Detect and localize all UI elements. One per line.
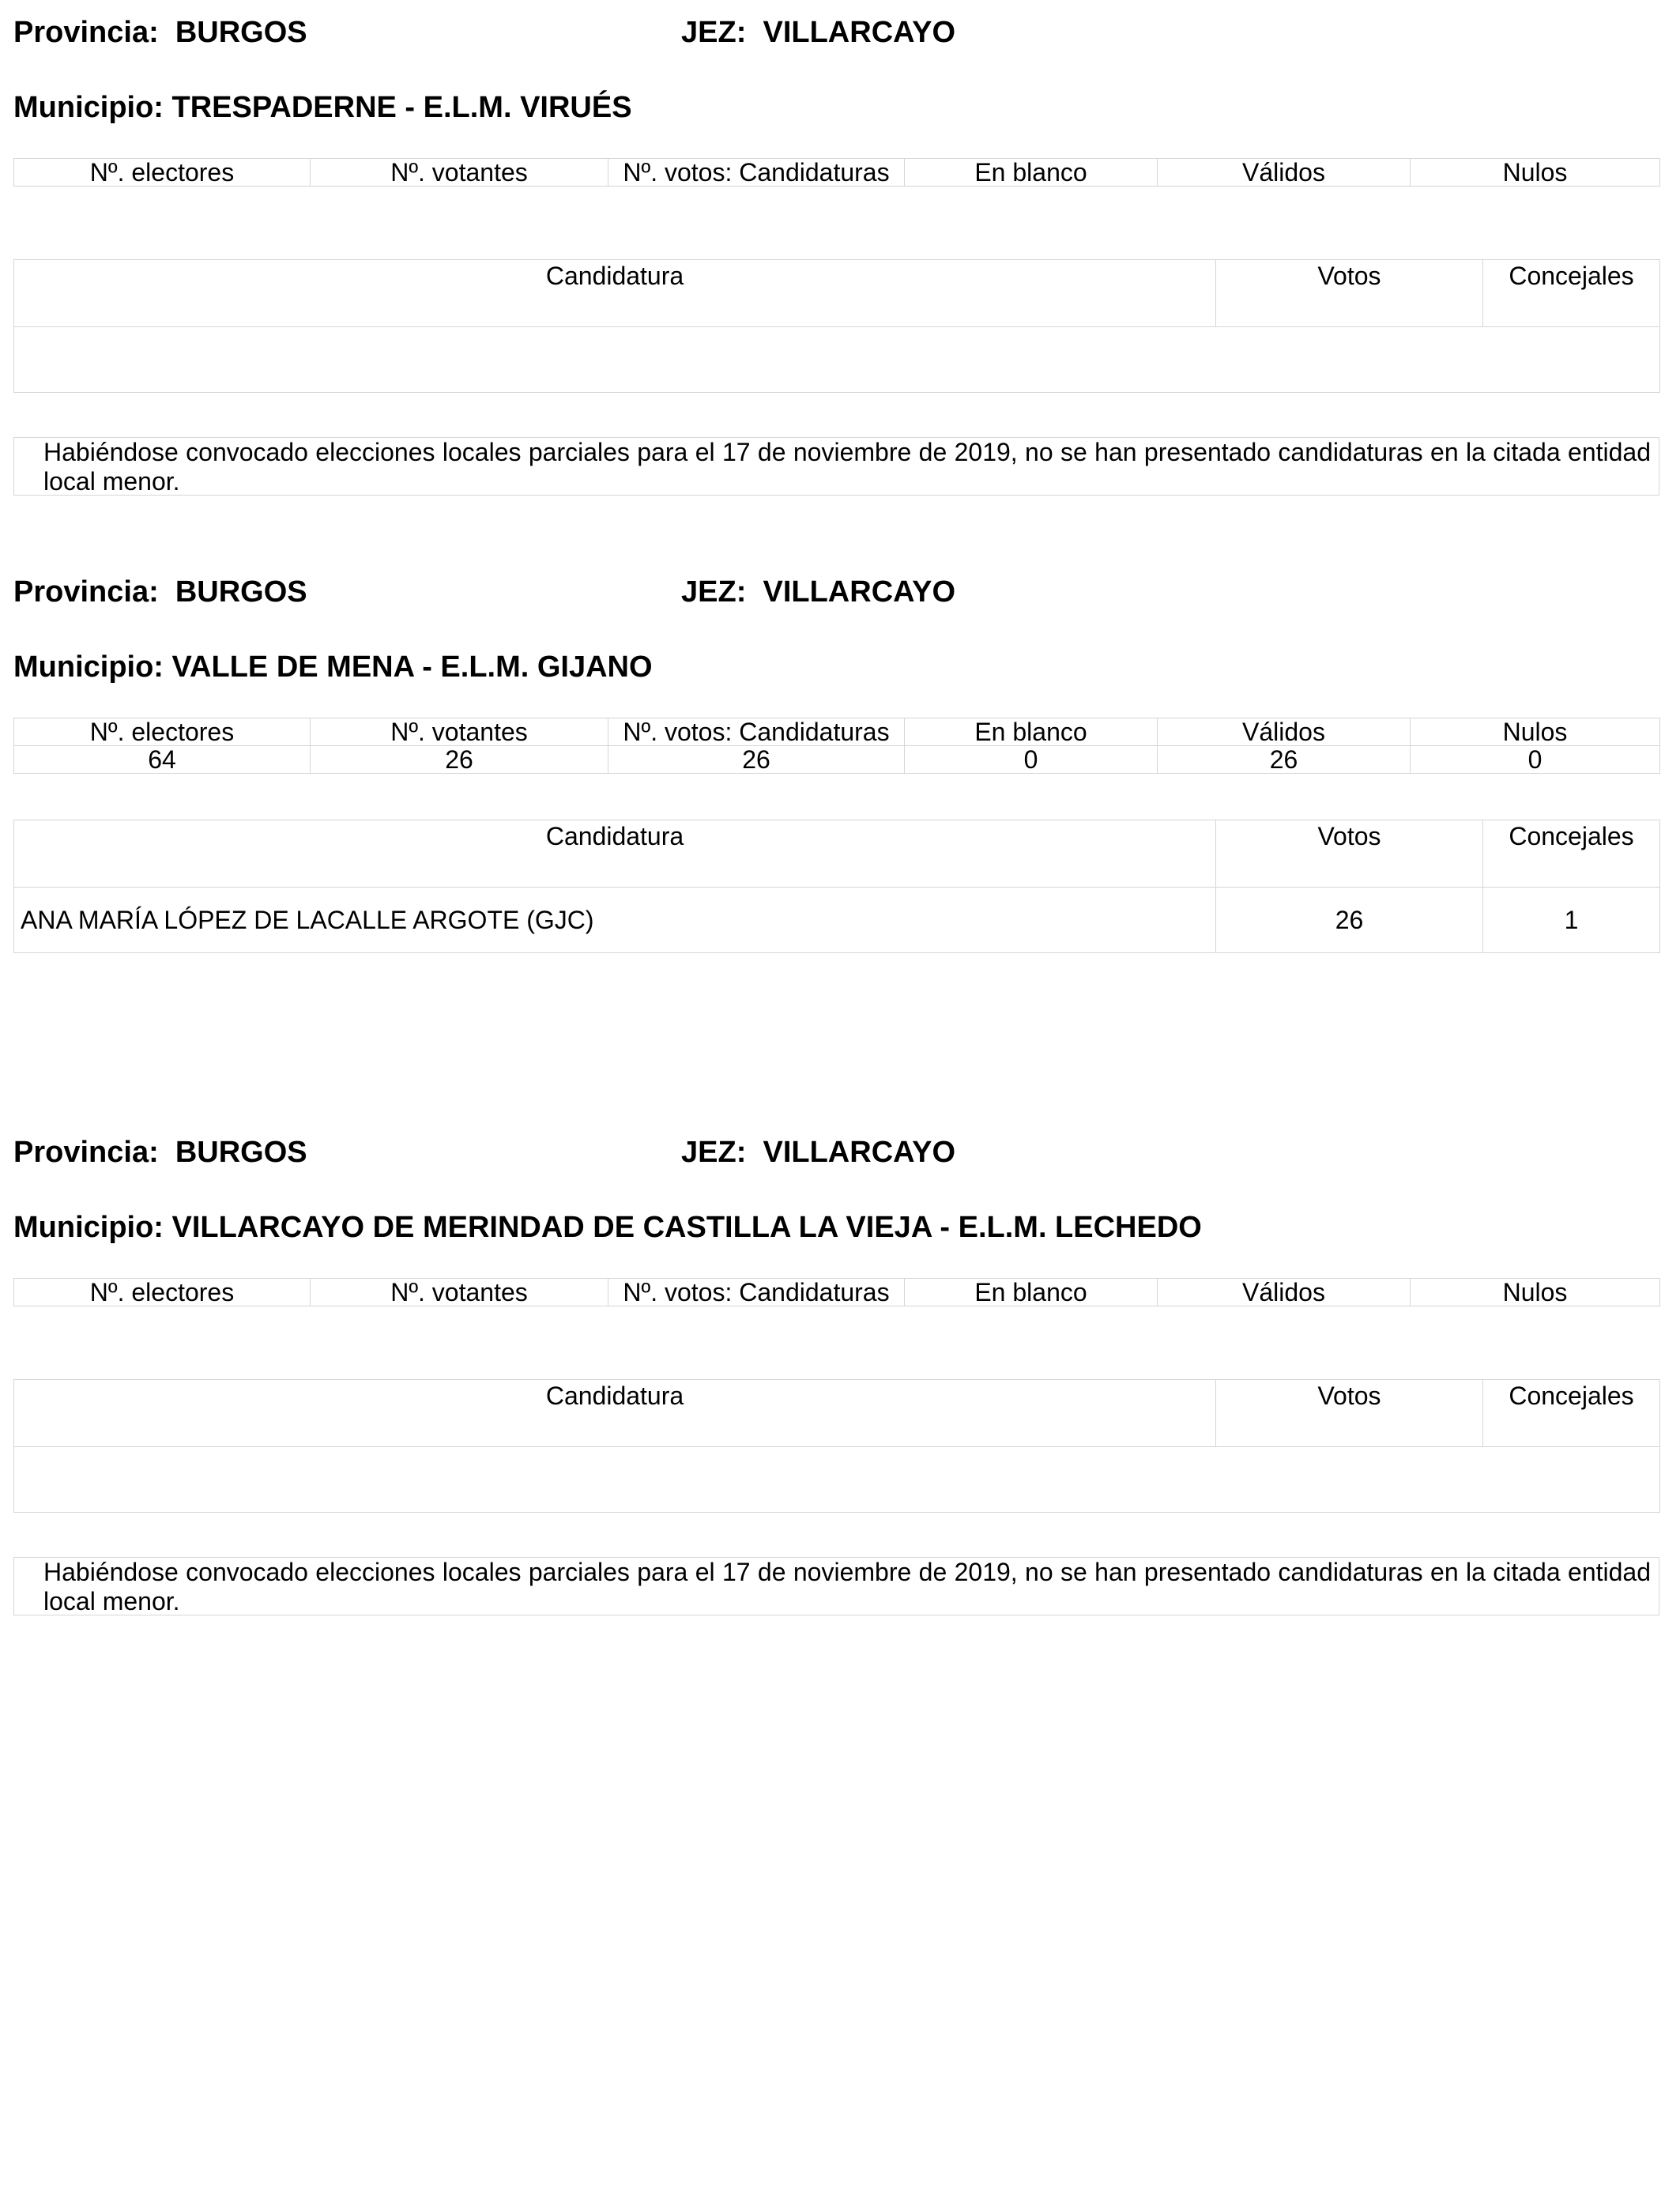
summary-header-en-blanco: En blanco	[905, 718, 1158, 746]
jez-line	[681, 1137, 955, 1167]
municipio-line	[13, 92, 632, 123]
summary-value-en-blanco: 0	[905, 746, 1158, 774]
provincia-line	[13, 17, 307, 47]
candidates-empty-row	[14, 327, 1660, 393]
candidates-empty-row	[14, 1447, 1660, 1513]
summary-value-electores: 64	[14, 746, 311, 774]
summary-values-row	[14, 746, 1660, 774]
municipio-label: Municipio:	[13, 91, 164, 124]
candidates-table	[13, 820, 1660, 953]
summary-header-row	[14, 1279, 1660, 1306]
municipio-label: Municipio:	[13, 1211, 164, 1244]
candidates-header-name: Candidatura	[14, 1380, 1216, 1447]
summary-value-nulos: 0	[1411, 746, 1660, 774]
municipio-value: VILLARCAYO DE MERINDAD DE CASTILLA LA VIEJA - E.L.M. LECHEDO	[171, 1211, 1202, 1244]
candidates-header-councillors: Concejales	[1483, 820, 1660, 888]
municipio-label: Municipio:	[13, 650, 164, 684]
summary-value-votos-candidaturas: 26	[608, 746, 905, 774]
jez-line	[681, 17, 955, 47]
summary-value-validos: 26	[1158, 746, 1411, 774]
no-candidates-note: Habiéndose convocado elecciones locales parciales para el 17 de noviembre de 2019, no se han presentado candidaturas en la citada entidad local menor.	[13, 1557, 1659, 1615]
municipio-line	[13, 652, 653, 682]
summary-header-validos: Válidos	[1158, 1279, 1411, 1306]
summary-header-nulos: Nulos	[1411, 718, 1660, 746]
provincia-value: BURGOS	[175, 16, 307, 49]
jez-value: VILLARCAYO	[763, 1136, 955, 1169]
summary-header-electores: Nº. electores	[14, 1279, 311, 1306]
candidate-councillors: 1	[1483, 888, 1660, 953]
summary-header-electores: Nº. electores	[14, 159, 311, 187]
jez-value: VILLARCAYO	[763, 16, 955, 49]
summary-header-votantes: Nº. votantes	[311, 718, 608, 746]
provincia-line	[13, 1137, 307, 1167]
jez-label: JEZ:	[681, 16, 747, 49]
summary-table	[13, 158, 1660, 187]
provincia-label: Provincia:	[13, 1136, 159, 1169]
candidates-header-row	[14, 260, 1660, 327]
summary-header-row	[14, 718, 1660, 746]
summary-header-electores: Nº. electores	[14, 718, 311, 746]
candidates-header-votes: Votos	[1216, 1380, 1483, 1447]
summary-header-votos-candidaturas: Nº. votos: Candidaturas	[608, 718, 905, 746]
provincia-label: Provincia:	[13, 575, 159, 609]
summary-header-en-blanco: En blanco	[905, 1279, 1158, 1306]
candidates-table	[13, 1379, 1660, 1513]
candidate-row	[14, 888, 1660, 953]
candidate-name: ANA MARÍA LÓPEZ DE LACALLE ARGOTE (GJC)	[14, 888, 1216, 953]
municipio-value: VALLE DE MENA - E.L.M. GIJANO	[171, 650, 653, 684]
summary-header-en-blanco: En blanco	[905, 159, 1158, 187]
municipio-value: TRESPADERNE - E.L.M. VIRUÉS	[171, 91, 632, 124]
summary-header-votos-candidaturas: Nº. votos: Candidaturas	[608, 1279, 905, 1306]
candidates-header-councillors: Concejales	[1483, 260, 1660, 327]
summary-table	[13, 718, 1660, 774]
candidates-header-name: Candidatura	[14, 260, 1216, 327]
summary-header-validos: Válidos	[1158, 159, 1411, 187]
summary-header-nulos: Nulos	[1411, 159, 1660, 187]
candidates-header-name: Candidatura	[14, 820, 1216, 888]
summary-table	[13, 1278, 1660, 1306]
jez-value: VILLARCAYO	[763, 575, 955, 609]
jez-label: JEZ:	[681, 575, 747, 609]
summary-header-votantes: Nº. votantes	[311, 1279, 608, 1306]
municipio-line	[13, 1212, 1202, 1242]
summary-header-row	[14, 159, 1660, 187]
candidate-votes: 26	[1216, 888, 1483, 953]
candidates-table	[13, 259, 1660, 393]
no-candidates-note: Habiéndose convocado elecciones locales parciales para el 17 de noviembre de 2019, no se han presentado candidaturas en la citada entidad local menor.	[13, 437, 1659, 496]
provincia-value: BURGOS	[175, 575, 307, 609]
summary-value-votantes: 26	[311, 746, 608, 774]
provincia-value: BURGOS	[175, 1136, 307, 1169]
candidates-header-row	[14, 1380, 1660, 1447]
summary-header-validos: Válidos	[1158, 718, 1411, 746]
jez-line	[681, 577, 955, 607]
summary-header-votantes: Nº. votantes	[311, 159, 608, 187]
provincia-line	[13, 577, 307, 607]
candidates-header-votes: Votos	[1216, 260, 1483, 327]
jez-label: JEZ:	[681, 1136, 747, 1169]
candidates-header-row	[14, 820, 1660, 888]
provincia-label: Provincia:	[13, 16, 159, 49]
summary-header-votos-candidaturas: Nº. votos: Candidaturas	[608, 159, 905, 187]
summary-header-nulos: Nulos	[1411, 1279, 1660, 1306]
candidates-header-councillors: Concejales	[1483, 1380, 1660, 1447]
candidates-header-votes: Votos	[1216, 820, 1483, 888]
